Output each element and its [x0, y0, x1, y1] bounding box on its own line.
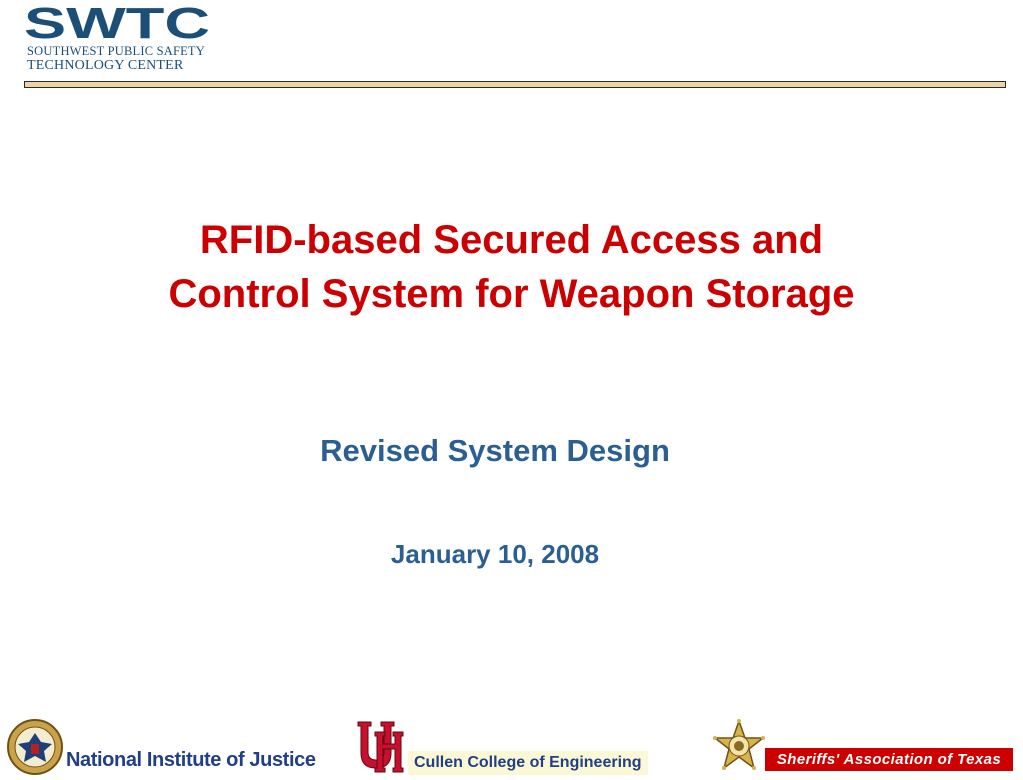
slide-title: [0, 213, 1023, 321]
slide-title-line-1: RFID-based Secured Access and: [199, 218, 824, 262]
sheriff-star-badge-icon: [710, 718, 768, 776]
slide-subtitle: Revised System Design: [320, 433, 670, 468]
cullen-college-label: Cullen College of Engineering: [408, 751, 648, 775]
slide-title-line-2: Control System for Weapon Storage: [168, 272, 855, 316]
logo-line-1: SOUTHWEST PUBLIC SAFETY: [27, 44, 205, 58]
swtc-logo: [24, 2, 224, 74]
swtc-logo-mark: [24, 2, 214, 44]
slide-date: January 10, 2008: [390, 539, 600, 569]
doj-seal-icon: [6, 718, 64, 776]
nij-label: National Institute of Justice: [66, 749, 316, 771]
logo-line-2: TECHNOLOGY CENTER: [27, 58, 184, 73]
header-divider-bar: [24, 81, 1006, 88]
sheriffs-association-label: Sheriffs' Association of Texas: [765, 748, 1013, 771]
swtc-logo-text: SWTC: [24, 2, 210, 44]
uh-logo-icon: [355, 718, 405, 776]
